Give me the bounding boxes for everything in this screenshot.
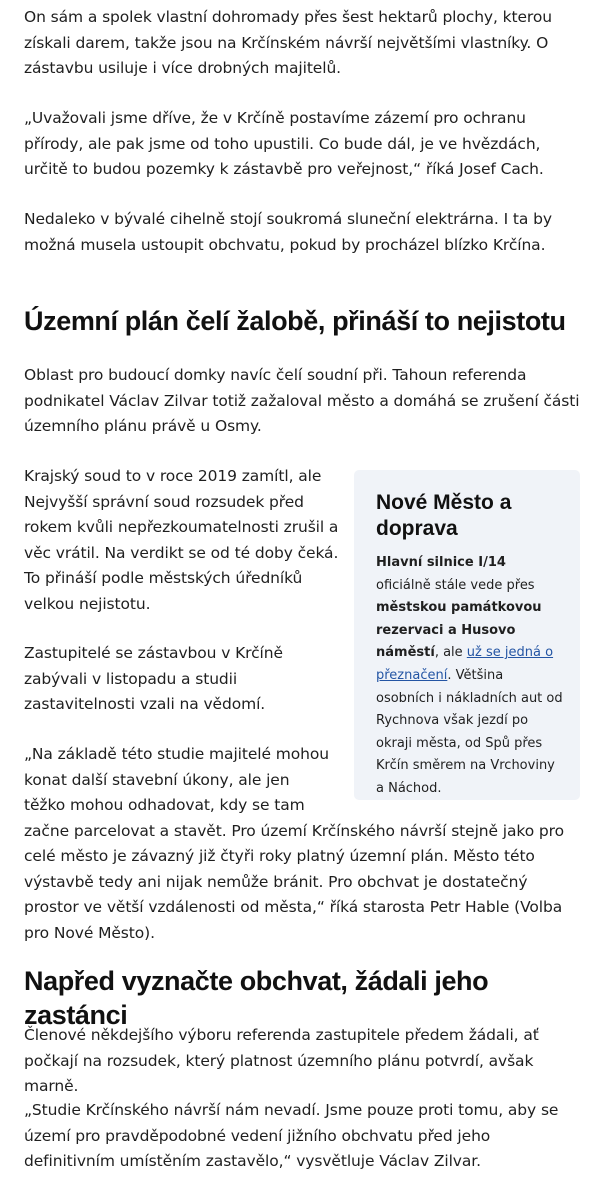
info-box-text-part: , ale: [434, 645, 467, 661]
info-box-title: Nové Město a doprava: [376, 491, 512, 540]
paragraph-quote-text: „Na základě této studie majitelé mohou konat další stavební úkony, ale jen těžko mohou odhadovat, kdy se tam začne parcelovat a stavět. Pro území Krčínského návrší stejně jako pro celé město je závazný již čtyři roky platný územní plán. Město této výstavbě tedy ani nijak nemůže bránit. Pro obchvat je dostatečný prostor ve větší vzdálenosti od města,“ říká starosta Petr Hable (Volba pro Nové Město).: [24, 745, 564, 942]
info-box-text-part: . Většina osobních i nákladních aut od Rychnova však jezdí po okraji města, od Spů přes Krčín směrem na Vrchoviny a Náchod.: [376, 667, 563, 796]
float-spacer: [330, 742, 580, 799]
info-box-bold-center: městskou památkovou rezervaci a Husovo náměstí: [376, 600, 542, 661]
info-box-bold-road: Hlavní silnice I/14: [376, 555, 506, 570]
paragraph-quote: „Studie Krčínského návrší nám nevadí. Jsme pouze proti tomu, aby se území pro pravděpodobné vedení jižního obchvatu před jeho definitivním umístěním zastavělo,“ vysvětluje Václav Zilvar.: [24, 1101, 559, 1170]
info-box-text-part: oficiálně stále vede přes: [376, 577, 535, 593]
section-heading: Napřed vyznačte obchvat, žádali jeho zastánci: [24, 966, 489, 1030]
paragraph: Oblast pro budoucí domky navíc čelí soudní při. Tahoun referenda podnikatel Václav Zilvar totiž zažaloval město a domáhá se zrušení části územního plánu právě u Osmy.: [24, 366, 580, 435]
paragraph-quote-wrapped: [24, 742, 580, 946]
paragraph: Krajský soud to v roce 2019 zamítl, ale Nejvyšší správní soud rozsudek před rokem kvůli nepřezkoumatelnosti zrušil a věc vrátil. Na verdikt se od té doby čeká. To přináší podle městských úředníků velkou nejistotu.: [24, 467, 339, 613]
paragraph: Nedaleko v bývalé cihelně stojí soukromá sluneční elektrárna. I ta by možná musela ustoupit obchvatu, pokud by procházel blízko Krčína.: [24, 210, 552, 254]
paragraph-quote: „Uvažovali jsme dříve, že v Krčíně postavíme zázemí pro ochranu přírody, ale pak jsme od toho upustili. Co bude dál, je ve hvězdách, určitě to budou pozemky k zástavbě pro veřejnost,“ říká Josef Cach.: [24, 109, 544, 178]
paragraph: Členové někdejšího výboru referenda zastupitele předem žádali, ať počkají na rozsudek, který platnost územního plánu potvrdí, avšak marně.: [24, 1026, 539, 1095]
paragraph: On sám a spolek vlastní dohromady přes šest hektarů plochy, kterou získali darem, takže jsou na Krčínském návrší největšími vlastníky. O zástavbu usiluje i více drobných majitelů.: [24, 8, 552, 77]
section-heading: Územní plán čelí žalobě, přináší to nejistotu: [24, 306, 566, 336]
info-box-link[interactable]: už se jedná o přeznačení: [376, 645, 554, 683]
paragraph: Zastupitelé se zástavbou v Krčíně zabývali v listopadu a studii zastavitelnosti vzali na vědomí.: [24, 644, 283, 713]
